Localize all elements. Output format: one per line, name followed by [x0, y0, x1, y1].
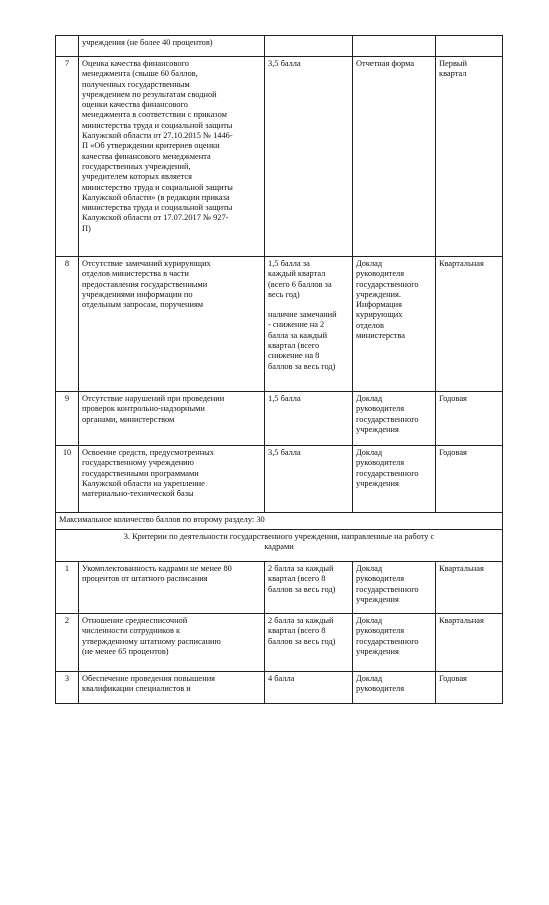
table-row — [56, 446, 503, 513]
period-cell: Квартальная — [436, 614, 503, 672]
period-cell: Квартальная — [436, 257, 503, 392]
points-penalty-text: наличие замечаний - снижение на 2 балла за каждый квартал (всего снижение на 8 баллов за весь год) — [268, 310, 337, 371]
table-row — [56, 57, 503, 257]
row-number: 1 — [56, 562, 79, 614]
section-summary: Максимальное количество баллов по второму разделу: 30 — [56, 513, 503, 530]
row-number: 9 — [56, 392, 79, 446]
source-cell: Доклад руководителя государственного учреждения. Информация курирующих отделов министерства — [353, 257, 436, 392]
points-cell: 4 балла — [265, 672, 353, 704]
source-cell: Доклад руководителя государственного учреждения — [353, 614, 436, 672]
source-cell: Доклад руководителя — [353, 672, 436, 704]
period-cell: Квартальная — [436, 562, 503, 614]
table-row — [56, 614, 503, 672]
source-cell: Доклад руководителя государственного учреждения — [353, 562, 436, 614]
points-cell — [265, 36, 353, 57]
criterion-text: Укомплектованность кадрами не менее 80 процентов от штатного расписания — [79, 562, 265, 614]
row-number: 8 — [56, 257, 79, 392]
period-cell: Годовая — [436, 446, 503, 513]
source-cell: Отчетная форма — [353, 57, 436, 257]
summary-row — [56, 513, 503, 530]
points-cell: 2 балла за каждый квартал (всего 8 баллов за весь год) — [265, 562, 353, 614]
row-number: 7 — [56, 57, 79, 257]
source-cell — [353, 36, 436, 57]
criterion-text: Отношение среднесписочной численности сотрудников к утвержденному штатному расписанию (не менее 65 процентов) — [79, 614, 265, 672]
row-number: 10 — [56, 446, 79, 513]
period-cell — [436, 36, 503, 57]
period-cell: Годовая — [436, 392, 503, 446]
source-cell: Доклад руководителя государственного учреждения — [353, 392, 436, 446]
criterion-text: Отсутствие нарушений при проведении проверок контрольно-надзорными органами, министерством — [79, 392, 265, 446]
table-row — [56, 672, 503, 704]
points-cell — [265, 257, 353, 392]
points-cell: 2 балла за каждый квартал (всего 8 баллов за весь год) — [265, 614, 353, 672]
points-cell: 3,5 балла — [265, 57, 353, 257]
points-text: 1,5 балла за каждый квартал (всего 6 баллов за весь год) — [268, 259, 332, 299]
table-row — [56, 36, 503, 57]
table-row — [56, 257, 503, 392]
row-number: 3 — [56, 672, 79, 704]
table-row — [56, 562, 503, 614]
section-header-row — [56, 530, 503, 562]
criteria-table — [55, 35, 503, 704]
criterion-text: Отсутствие замечаний курирующих отделов министерства в части предоставления государственными учреждениями информации по отдельным запросам, поручениям — [79, 257, 265, 392]
table-row — [56, 392, 503, 446]
section-title: 3. Критерии по деятельности государственного учреждения, направленные на работу с кадрами — [56, 530, 503, 562]
period-cell: Годовая — [436, 672, 503, 704]
criterion-text: Освоение средств, предусмотренных государственному учреждению государственными программами Калужской области на укрепление материально-технической базы — [79, 446, 265, 513]
criterion-text: учреждения (не более 40 процентов) — [79, 36, 265, 57]
row-number — [56, 36, 79, 57]
source-cell: Доклад руководителя государственного учреждения — [353, 446, 436, 513]
points-cell: 1,5 балла — [265, 392, 353, 446]
criterion-text: Обеспечение проведения повышения квалификации специалистов и — [79, 672, 265, 704]
points-cell: 3,5 балла — [265, 446, 353, 513]
row-number: 2 — [56, 614, 79, 672]
period-cell: Первый квартал — [436, 57, 503, 257]
criterion-text: Оценка качества финансового менеджмента (свыше 60 баллов, полученных государственным учреждением по результатам сводной оценки качества финансового менеджмента в соответствии с приказом министерства труда и социальной защиты Калужской области от 27.10.2015 № 1446- П «Об утверждении критериев оценки качества финансового менеджмента государственных учреждений, учредителем которых является министерство труда и социальной защиты Калужской области» (в редакции приказа министерства труда и социальной защиты Калужской области от 17.07.2017 № 927- П) — [79, 57, 265, 257]
